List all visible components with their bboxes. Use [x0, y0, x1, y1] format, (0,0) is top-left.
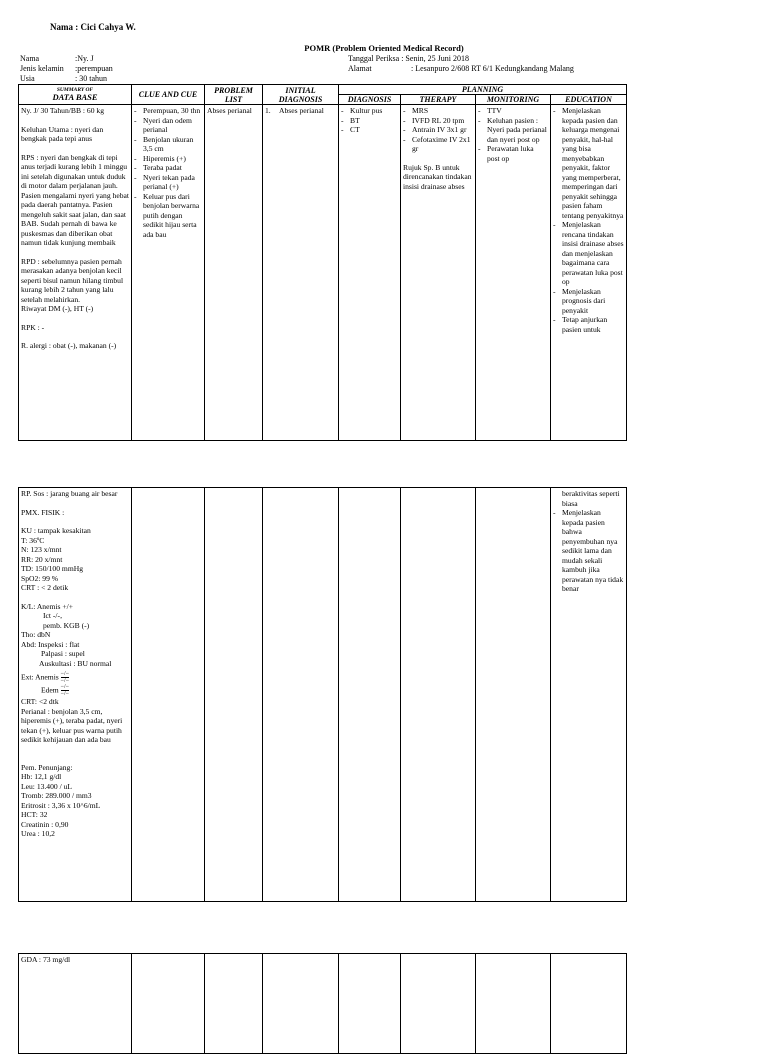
education-item: - Tetap anjurkan pasien untuk — [553, 315, 624, 334]
nama-label: Nama — [20, 54, 40, 63]
header-monitoring: MONITORING — [476, 95, 551, 105]
problem-item: Abses perianal — [207, 106, 252, 115]
palpasi-text: Palpasi : supel — [41, 649, 85, 658]
kgb-text: pemb. KGB (-) — [43, 620, 90, 630]
line-gap — [21, 517, 129, 526]
education-list — [553, 106, 624, 334]
summary-line: PMX. FISIK : — [21, 507, 65, 517]
summary-line: Hb: 12,1 g/dl — [21, 772, 62, 781]
initial-diagnosis-cell — [263, 954, 339, 1054]
header-planning: PLANNING — [339, 85, 627, 95]
header-diagnosis: DIAGNOSIS — [339, 95, 401, 105]
summary-cell — [19, 954, 132, 1054]
jenis-kelamin-value: :perempuan — [75, 64, 113, 73]
diagnosis-cell — [339, 954, 401, 1054]
diagnosis-cell — [339, 105, 401, 441]
gda-text: GDA : 73 mg/dl — [21, 955, 71, 964]
monitoring-cell — [476, 105, 551, 441]
summary-line: Urea : 10,2 — [21, 829, 55, 838]
therapy-cell — [401, 488, 476, 902]
summary-line: RR: 20 x/mnt — [21, 554, 63, 564]
summary-line: K/L: Anemis +/+ — [21, 601, 74, 611]
clue-item: - Hiperemis (+) — [134, 154, 202, 164]
summary-line: Eritrosit : 3,36 x 10^6/mL — [21, 800, 101, 810]
diagnosis-item: - BT — [341, 116, 398, 126]
summary-line: HCT: 32 — [21, 810, 48, 819]
nama-value: :Ny. J — [75, 54, 94, 63]
header-education: EDUCATION — [551, 95, 627, 105]
pomr-table-2 — [18, 487, 627, 902]
summary-line: Tromb: 289.000 / mm3 — [21, 791, 92, 800]
header-therapy: THERAPY — [401, 95, 476, 105]
line-gap — [21, 593, 129, 602]
line-gap — [21, 248, 129, 257]
therapy-item: - MRS — [403, 106, 473, 116]
summary-text — [21, 106, 129, 351]
extremity-edem: Edem $\frac{-/-}{-/-}$ — [41, 684, 70, 697]
summary-line: Perianal : benjolan 3,5 cm, hiperemis (+), teraba padat, nyeri tekan (+), keluar pus warna putih sedikit kehijauan dan ada bau — [21, 706, 123, 744]
therapy-item: - Antrain IV 3x1 gr — [403, 125, 473, 135]
education-list — [553, 508, 624, 594]
education-item: - Menjelaskan prognosis dari penyakit — [553, 287, 624, 316]
monitoring-item: - Perawatan luka post op — [478, 144, 548, 163]
initial-diagnosis-cell — [263, 488, 339, 902]
summary-line: Pem. Penunjang: — [21, 762, 73, 772]
diagnosis-item: - Kultur pus — [341, 106, 398, 116]
education-cell — [551, 954, 627, 1054]
therapy-list — [403, 106, 473, 154]
summary-line: N: 123 x/mnt — [21, 545, 62, 554]
usia-value: : 30 tahun — [75, 74, 107, 83]
therapy-cell — [401, 105, 476, 441]
monitoring-cell — [476, 954, 551, 1054]
summary-cell — [19, 105, 132, 441]
initial-diagnosis-item: 1. Abses perianal — [265, 106, 336, 116]
summary-text-continued — [21, 697, 129, 839]
header-summary-database: SUMMARY OF DATA BASE — [19, 85, 132, 105]
diagnosis-list — [341, 106, 398, 135]
education-cell — [551, 488, 627, 902]
clue-cell — [132, 954, 205, 1054]
clue-item: - Benjolan ukuran 3,5 cm — [134, 135, 202, 154]
clue-item: - Nyeri dan odem perianal — [134, 116, 202, 135]
diagnosis-cell — [339, 488, 401, 902]
summary-text — [21, 489, 129, 611]
jenis-kelamin-label: Jenis kelamin — [20, 64, 64, 73]
summary-line: R. alergi : obat (-), makanan (-) — [21, 341, 117, 350]
header-clue-and-cue: CLUE AND CUE — [132, 85, 205, 105]
monitoring-item: - TTV — [478, 106, 548, 116]
auskultasi-text: Auskultasi : BU normal — [39, 658, 112, 668]
problem-cell — [205, 954, 263, 1054]
summary-cell — [19, 488, 132, 902]
line-gap — [21, 314, 129, 323]
header-initial-diagnosis: INITIAL DIAGNOSIS — [263, 85, 339, 105]
initial-diagnosis-cell — [263, 105, 339, 441]
education-item: - Menjelaskan kepada pasien dan keluarga mengenai penyakit, hal-hal yang bisa menyebabkan penyakit, faktor yang memperberat, memperingan dari penyakit sehingga pasien faham tentang penyakitnya — [553, 106, 624, 220]
tanggal-periksa: Tanggal Periksa : Senin, 25 Juni 2018 — [348, 54, 469, 63]
pomr-table-3 — [18, 953, 627, 1054]
alamat-value: : Lesanpuro 2/608 RT 6/1 Kedungkandang Malang — [411, 64, 574, 73]
monitoring-cell — [476, 488, 551, 902]
problem-cell — [205, 105, 263, 441]
summary-line: SpO2: 99 % — [21, 573, 59, 583]
exam-info — [348, 54, 574, 74]
education-item: - Menjelaskan kepada pasien bahwa penyembuhan nya sedikit lama dan mudah sekali kambuh jika perawatan nya tidak benar — [553, 508, 624, 594]
summary-line: Creatinin : 0,90 — [21, 819, 69, 829]
line-gap — [21, 332, 129, 341]
icterus-text: Ict -/-, — [43, 611, 62, 620]
therapy-referral-note: Rujuk Sp. B untuk direncanakan tindakan insisi drainase abses — [403, 162, 472, 191]
abdomen-text: Abd: Inspeksi : flat — [21, 639, 80, 649]
pomr-table-1 — [18, 84, 627, 441]
summary-line: T: 36ºC — [21, 535, 45, 545]
summary-line: RPD : sebelumnya pasien pernah merasakan adanya benjolan kecil seperti bisul namun hilang timbul kurang lebih 2 tahun yang lalu setelah melahirkan. — [21, 256, 124, 304]
summary-line: RPS : nyeri dan bengkak di tepi anus terjadi kurang lebih 1 minggu ini setelah digunakan untuk duduk di motor dalam perjalanan jauh. Pasien mengalami nyeri yang hebat pada daerah pantatnya. Pasien mengeluh sakit saat jalan, dan saat BAB. Sudah pernah di bawa ke puskesmas dan diberikan obat namun tidak kunjung membaik — [21, 152, 129, 247]
summary-line: Ny. J/ 30 Tahun/BB : 60 kg — [21, 106, 105, 115]
diagnosis-item: - CT — [341, 125, 398, 135]
clue-cell — [132, 488, 205, 902]
monitoring-list — [478, 106, 548, 163]
clue-item: - Perempuan, 30 thn — [134, 106, 202, 116]
line-gap — [21, 745, 129, 754]
clue-item: - Teraba padat — [134, 163, 202, 173]
clue-item: - Nyeri tekan pada perianal (+) — [134, 173, 202, 192]
monitoring-item: - Keluhan pasien : Nyeri pada perianal dan nyeri post op — [478, 116, 548, 145]
alamat-label: Alamat — [348, 64, 372, 73]
patient-identity — [20, 54, 113, 84]
summary-line: Leu: 13.400 / uL — [21, 781, 73, 791]
line-gap — [21, 754, 129, 763]
extremity-anemis: Ext: Anemis $\frac{-/-}{-/-}$ — [21, 671, 70, 684]
education-cell — [551, 105, 627, 441]
thorax-text: Tho: dbN — [21, 630, 51, 639]
line-gap — [21, 499, 129, 508]
usia-label: Usia — [20, 74, 35, 83]
summary-line: RP. Sos : jarang buang air besar — [21, 489, 118, 498]
summary-line: Riwayat DM (-), HT (-) — [21, 304, 94, 313]
education-item: - Menjelaskan rencana tindakan insisi drainase abses dan menjelaskan bagaimana cara perawatan luka post op — [553, 220, 624, 287]
line-gap — [21, 116, 129, 125]
problem-cell — [205, 488, 263, 902]
header-problem-list: PROBLEM LIST — [205, 85, 263, 105]
therapy-item: - IVFD RL 20 tpm — [403, 116, 473, 126]
document-title: POMR (Problem Oriented Medical Record) — [304, 43, 464, 53]
summary-line: CRT : < 2 detik — [21, 583, 69, 592]
summary-line: KU : tampak kesakitan — [21, 526, 91, 535]
summary-line: CRT: <2 dtk — [21, 697, 59, 706]
clue-item: - Keluar pus dari benjolan berwarna putih dengan sedikit hijau serta ada bau — [134, 192, 202, 240]
clue-list — [134, 106, 202, 239]
therapy-cell — [401, 954, 476, 1054]
summary-line: RPK : - — [21, 322, 45, 332]
summary-line: TD: 150/100 mmHg — [21, 564, 84, 573]
clue-cell — [132, 105, 205, 441]
summary-line: Keluhan Utama : nyeri dan bengkak pada tepi anus — [21, 124, 104, 143]
author-name: Nama : Cici Cahya W. — [50, 22, 136, 32]
education-continued: beraktivitas seperti biasa — [562, 489, 620, 508]
therapy-item: - Cefotaxime IV 2x1 gr — [403, 135, 473, 154]
line-gap — [21, 144, 129, 153]
